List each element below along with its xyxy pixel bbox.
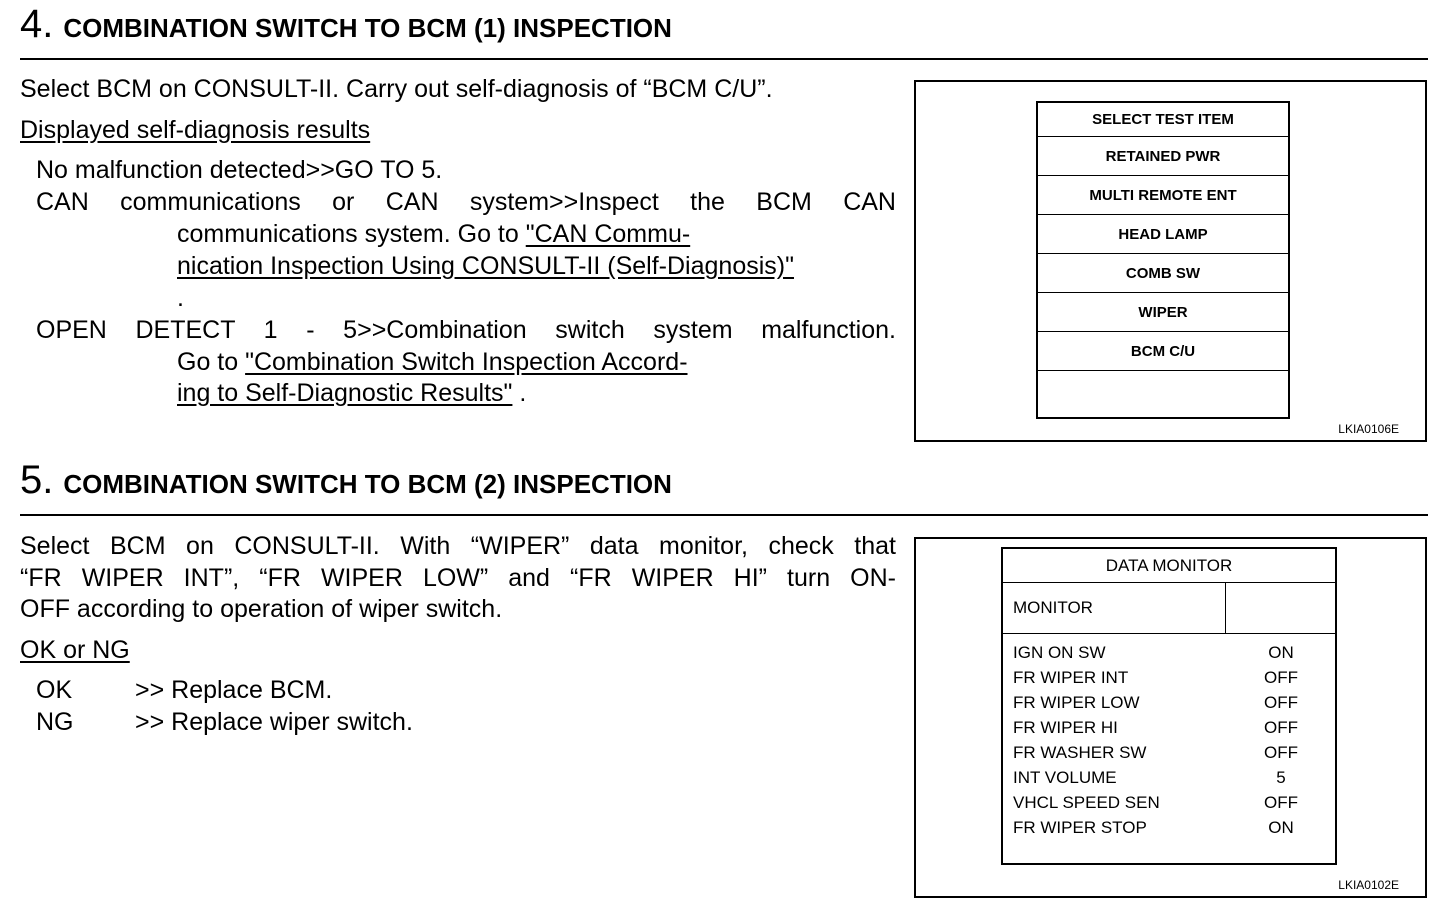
select-test-item-header: SELECT TEST ITEM (1038, 103, 1288, 137)
step4-result-open-line2 (177, 346, 688, 378)
data-monitor-title: DATA MONITOR (1003, 549, 1335, 583)
step4-result-can-line3 (177, 250, 794, 282)
can-inspection-link-a[interactable]: "CAN Commu- (525, 220, 691, 248)
monitor-item-value: ON (1268, 643, 1294, 662)
monitor-item-value: 5 (1276, 768, 1286, 787)
step4-result-open-line3 (177, 377, 526, 409)
step4-title: COMBINATION SWITCH TO BCM (1) INSPECTION (63, 13, 672, 43)
test-item-comb-sw: COMB SW (1038, 254, 1288, 293)
consult-data-monitor-screen (1001, 547, 1337, 865)
monitor-item-value: OFF (1264, 718, 1298, 737)
monitor-row (1003, 740, 1335, 765)
monitor-item-name: FR WIPER INT (1013, 668, 1129, 687)
consult-select-test-item-screen (1036, 101, 1290, 419)
monitor-row (1003, 790, 1335, 815)
monitor-row (1003, 815, 1335, 840)
monitor-label: MONITOR (1013, 598, 1093, 617)
combination-switch-link-b[interactable]: ing to Self-Diagnostic Results" (177, 379, 513, 407)
monitor-item-name: FR WASHER SW (1013, 743, 1147, 762)
open-goto-text: Go to (177, 348, 246, 376)
monitor-item-value: OFF (1264, 743, 1298, 762)
step5-instruction-line3: OFF according to operation of wiper switch. (20, 595, 503, 623)
test-item-empty (1038, 371, 1288, 413)
step4-result-can-line1: CAN communications or CAN system>>Inspect the BCM CAN (36, 188, 896, 216)
ok-ng-label-text: OK or NG (20, 636, 130, 664)
figure2-id: LKIA0102E (1338, 878, 1399, 892)
figure1-id: LKIA0106E (1338, 422, 1399, 436)
step5-instruction-line2: “FR WIPER INT”, “FR WIPER LOW” and “FR WIPER HI” turn ON- (20, 564, 896, 592)
monitor-items (1003, 634, 1335, 840)
step5-number: 5. (20, 458, 54, 502)
monitor-item-name: IGN ON SW (1013, 643, 1106, 662)
monitor-header-row (1003, 583, 1335, 634)
step5-ng-label: NG (36, 708, 74, 736)
test-item-retained-pwr: RETAINED PWR (1038, 137, 1288, 176)
monitor-row (1003, 665, 1335, 690)
results-label-text: Displayed self-diagnosis results (20, 116, 371, 144)
step4-result-open-line1: OPEN DETECT 1 - 5>>Combination switch system malfunction. (36, 316, 896, 344)
step4-header (20, 0, 1428, 60)
monitor-item-value: ON (1268, 818, 1294, 837)
figure-data-monitor (914, 537, 1427, 898)
step5-header (20, 456, 1428, 516)
monitor-row (1003, 640, 1335, 665)
step5-ok-action: >> Replace BCM. (135, 676, 333, 704)
test-item-bcm-cu: BCM C/U (1038, 332, 1288, 371)
test-item-multi-remote-ent: MULTI REMOTE ENT (1038, 176, 1288, 215)
test-item-wiper: WIPER (1038, 293, 1288, 332)
step4-results-label (20, 114, 370, 146)
step4-instruction: Select BCM on CONSULT-II. Carry out self-diagnosis of “BCM C/U”. (20, 75, 773, 103)
monitor-divider (1225, 583, 1226, 633)
monitor-row (1003, 765, 1335, 790)
step5-instruction-line1: Select BCM on CONSULT-II. With “WIPER” data monitor, check that (20, 532, 896, 560)
step4-number: 4. (20, 2, 54, 46)
figure-select-test-item (914, 80, 1427, 442)
can-goto-text: communications system. Go to (177, 220, 526, 248)
combination-switch-link-a[interactable]: "Combination Switch Inspection Accord- (245, 348, 688, 376)
step4-result-can-line2 (177, 218, 690, 250)
can-inspection-link-b[interactable]: nication Inspection Using CONSULT-II (Self-Diagnosis)" (177, 252, 794, 280)
monitor-item-name: VHCL SPEED SEN (1013, 793, 1160, 812)
step5-ng-action: >> Replace wiper switch. (135, 708, 413, 736)
monitor-item-name: INT VOLUME (1013, 768, 1117, 787)
step5-ok-label: OK (36, 676, 73, 704)
monitor-item-name: FR WIPER LOW (1013, 693, 1140, 712)
test-item-head-lamp: HEAD LAMP (1038, 215, 1288, 254)
step4-result-can-tail: . (177, 284, 184, 312)
monitor-row (1003, 715, 1335, 740)
step5-result-label (20, 634, 130, 666)
monitor-item-value: OFF (1264, 793, 1298, 812)
monitor-item-value: OFF (1264, 693, 1298, 712)
step5-title: COMBINATION SWITCH TO BCM (2) INSPECTION (63, 469, 672, 499)
monitor-item-value: OFF (1264, 668, 1298, 687)
monitor-item-name: FR WIPER STOP (1013, 818, 1147, 837)
monitor-item-name: FR WIPER HI (1013, 718, 1118, 737)
step4-result-no-malfunction: No malfunction detected>>GO TO 5. (36, 156, 443, 184)
monitor-row (1003, 690, 1335, 715)
open-tail: . (512, 379, 527, 407)
